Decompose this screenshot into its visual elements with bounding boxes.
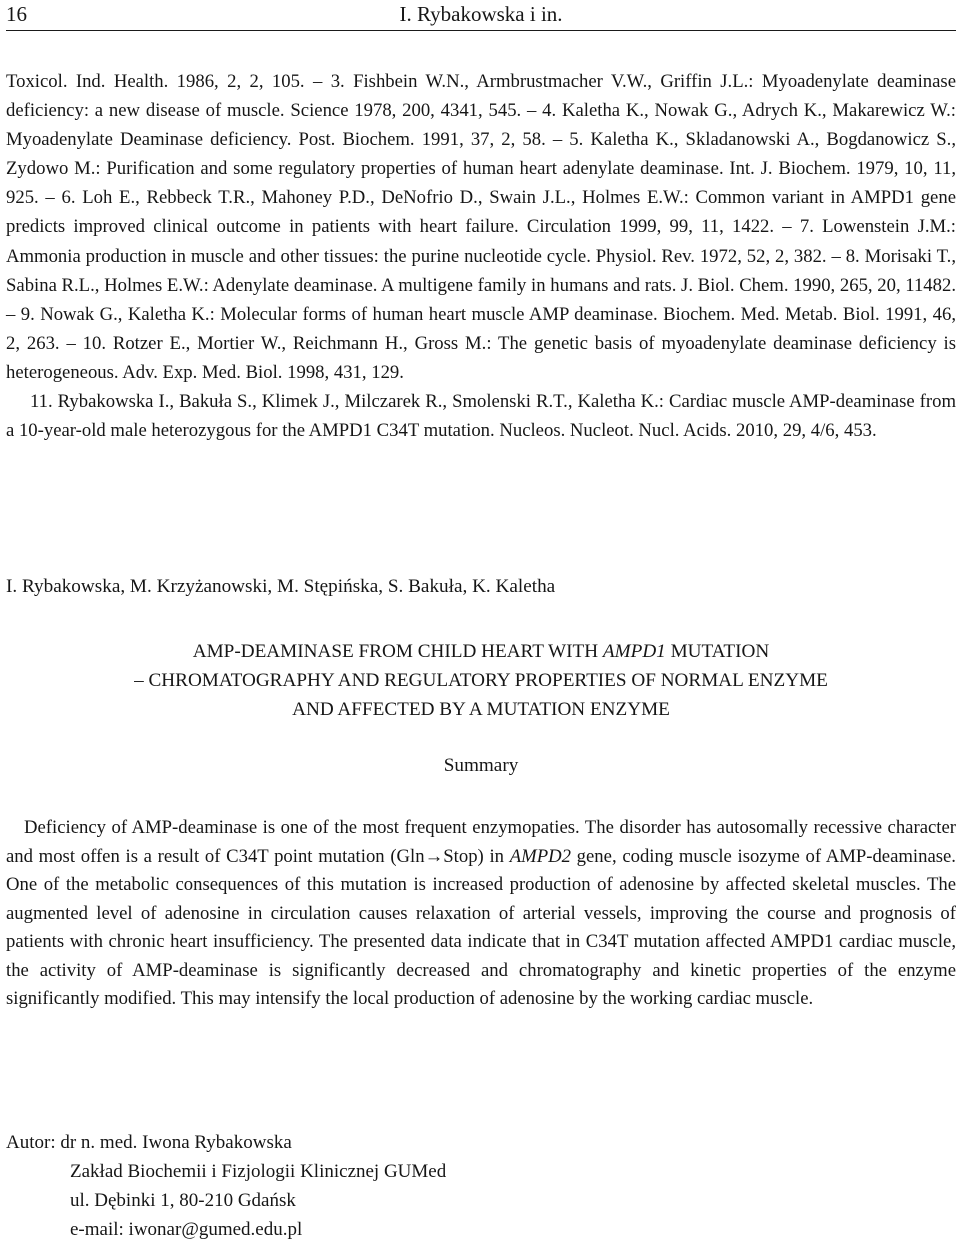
summary-gene-name: AMPD2 [509,845,571,867]
author-address: ul. Dębinki 1, 80-210 Gdańsk [70,1190,296,1211]
references-continued: Toxicol. Ind. Health. 1986, 2, 2, 105. – 3. Fishbein W.N., Armbrustmacher V.W., Griffin J.L.: Myoadenylate deaminase deficiency: a new disease of muscle. Science 1978, 200, 4341, 545. – 4. Kaletha K., Nowak G., Adrych K., Makarewicz W.: Myoadenylate Deaminase deficiency. Post. Biochem. 1991, 37, 2, 58. – 5. Kaletha K., Skladanowski A., Bogdanowicz S., Zydowo M.: Purification and some regulatory properties of human heart adenylate deaminase. Int. J. Biochem. 1979, 10, 11, 925. – 6. Loh E., Rebbeck T.R., Mahoney P.D., DeNofrio D., Swain J.L., Holmes E.W.: Common variant in AMPD1 gene predicts improved clinical outcome in patients with heart failure. Circulation 1999, 99, 11, 1422. – 7. Lowenstein J.M.: Ammonia production in muscle and other tissues: the purine nucleotide cycle. Physiol. Rev. 1972, 52, 2, 382. – 8. Morisaki T., Sabina R.L., Holmes E.W.: Adenylate deaminase. A multigene family in humans and rats. J. Biol. Chem. 1990, 265, 20, 11482. – 9. Nowak G., Kaletha K.: Molecular forms of human heart muscle AMP deaminase. Biochem. Med. Metab. Biol. 1991, 46, 2, 263. – 10. Rotzer E., Mortier W., Reichmann H., Gross M.: The genetic basis of myoadenylate deaminase deficiency is heterogeneous. Adv. Exp. Med. Biol. 1998, 431, 129. [6,71,957,383]
summary-paragraph [6,814,956,1014]
summary-heading: Summary [443,755,519,776]
reference-11: 11. Rybakowska I., Bakuła S., Klimek J., Milczarek R., Smolenski R.T., Kaletha K.: Cardiac muscle AMP-deaminase from a 10-year-old male heterozygous for the AMPD1 C34T mutation. Nucleos. Nucleot. Nucl. Acids. 2010, 29, 4/6, 453. [6,391,956,442]
document-page [6,0,956,1242]
title-line-2: – CHROMATOGRAPHY AND REGULATORY PROPERTIES OF NORMAL ENZYME [134,670,828,691]
summary-text-part-3: gene, coding muscle isozyme of AMP-deaminase. One of the metabolic consequences of this mutation is increased production of adenosine by affected skeletal muscles. The augmented level of adenosine in circulation causes relaxation of arterial vessels, improving the course and prognosis of patients with chronic heart insufficiency. The presented data indicate that in C34T mutation affected AMPD1 cardiac muscle, the activity of AMP-deaminase is significantly decreased and chromatography and kinetic properties of the enzyme significantly modified. This may intensify the local production of adenosine by the working cardiac muscle. [6,845,956,1009]
title-line-1-start: AMP-DEAMINASE FROM CHILD HEART WITH [192,641,603,662]
author-name-line: Autor: dr n. med. Iwona Rybakowska [6,1132,292,1153]
title-gene-name: AMPD1 [602,641,666,662]
page-number: 16 [6,2,27,26]
running-head: I. Rybakowska i in. [399,2,563,26]
title-line-1-end: MUTATION [665,641,770,662]
arrow-icon: → [424,845,444,867]
article-title [6,637,956,724]
title-line-3: AND AFFECTED BY A MUTATION ENZYME [292,699,670,720]
article-authors: I. Rybakowska, M. Krzyżanowski, M. Stępińska, S. Bakuła, K. Kaletha [6,576,556,597]
author-affiliation: Zakład Biochemii i Fizjologii Klinicznej GUMed [70,1161,447,1182]
author-email[interactable]: e-mail: iwonar@gumed.edu.pl [70,1219,303,1240]
summary-text-part-1: Deficiency of AMP-deaminase is one of the most frequent enzymopaties. The disorder has autosomally recessive character and most offen is a result of C34T point mutation (Gln [6,817,956,867]
summary-text-part-2: Stop) in [443,845,510,867]
references-section [6,67,956,445]
page-header [6,3,956,31]
author-contact [6,1128,446,1244]
